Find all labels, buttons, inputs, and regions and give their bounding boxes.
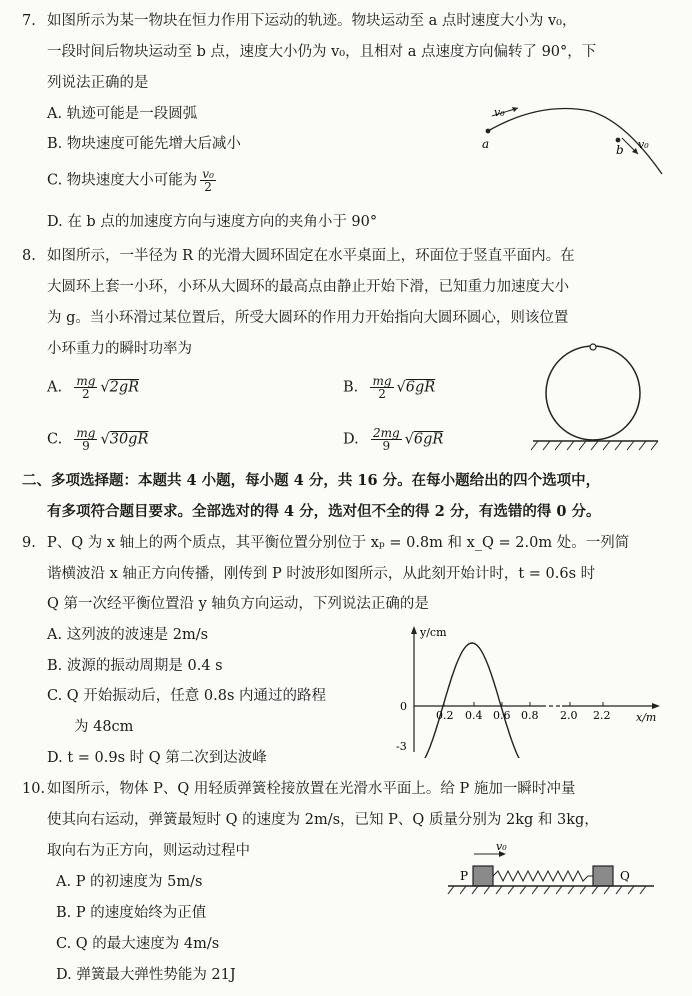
sqrt-expression: √2gR <box>100 379 140 396</box>
radicand: 2gR <box>109 379 140 396</box>
sqrt-expression: √30gR <box>100 431 149 448</box>
tick-label-2-2: 2.2 <box>593 709 611 722</box>
table-hatching <box>531 441 658 450</box>
fraction-denominator: 2 <box>378 387 386 401</box>
fraction-denominator: 2 <box>204 180 212 194</box>
question-9-number: 9. <box>22 535 36 551</box>
hoop-figure <box>528 340 663 458</box>
question-9-line-1: P、Q 为 x 轴上的两个质点，其平衡位置分别位于 xₚ = 0.8m 和 x_Q = 2.0m 处。一列简 <box>47 535 630 551</box>
question-10-option-b: B. P 的速度始终为正值 <box>56 905 207 921</box>
question-8-option-a <box>47 375 139 400</box>
question-7-line-1: 如图所示为某一物块在恒力作用下运动的轨迹。物块运动至 a 点时速度大小为 v₀， <box>47 13 577 29</box>
section-2-header-line-2: 有多项符合题目要求。全部选对的得 4 分，选对但不全的得 2 分，有选错的得 0 分。 <box>47 503 601 520</box>
y-neg-label: -3 <box>396 740 407 753</box>
fraction-numerator: mg <box>76 374 96 388</box>
point-a <box>486 129 491 134</box>
fraction-numerator: mg <box>372 374 392 388</box>
question-7-line-3: 列说法正确的是 <box>47 75 149 91</box>
x-axis-arrow <box>652 703 660 709</box>
label-v0-b: v₀ <box>638 138 649 151</box>
option-fraction <box>74 375 97 400</box>
y-axis-label: y/cm <box>420 626 447 639</box>
ground-hatching <box>448 886 646 894</box>
label-a: a <box>482 137 490 151</box>
tick-label-0-4: 0.4 <box>465 709 483 722</box>
question-9-line-2: 谐横波沿 x 轴正方向传播，刚传到 P 时波形如图所示，从此刻开始计时，t = 0.6s 时 <box>47 566 596 582</box>
block-q <box>593 866 613 886</box>
question-10-option-c: C. Q 的最大速度为 4m/s <box>56 936 220 952</box>
tick-label-0-6: 0.6 <box>493 709 511 722</box>
question-7-option-c-fraction <box>200 168 216 193</box>
fraction-denominator: 9 <box>382 439 391 453</box>
question-8-line-1: 如图所示，一半径为 R 的光滑大圆环固定在水平桌面上，环面位于竖直平面内。在 <box>47 248 575 264</box>
point-b <box>616 138 621 143</box>
question-7-option-c <box>47 168 219 193</box>
question-8-option-b <box>343 375 435 400</box>
label-v0: v₀ <box>496 840 507 853</box>
question-9-option-c-line-1: C. Q 开始振动后，任意 0.8s 内通过的路程 <box>47 688 327 704</box>
wave-graph <box>392 620 668 758</box>
origin-label: 0 <box>400 700 407 713</box>
question-9-option-d: D. t = 0.9s 时 Q 第二次到达波峰 <box>47 750 267 766</box>
option-fraction <box>74 427 97 452</box>
option-label: A. <box>47 379 63 396</box>
tick-label-0-2: 0.2 <box>436 709 454 722</box>
question-7-option-c-text: C. 物块速度大小可能为 <box>47 172 198 189</box>
option-fraction <box>371 427 402 452</box>
question-9-option-b: B. 波源的振动周期是 0.4 s <box>47 658 223 674</box>
y-axis-arrow <box>411 626 417 634</box>
option-fraction <box>370 375 393 400</box>
question-7-option-a: A. 轨迹可能是一段圆弧 <box>47 106 198 122</box>
waveform-curve <box>414 643 530 758</box>
fraction-denominator: 9 <box>82 439 90 453</box>
trajectory-curve <box>488 109 662 175</box>
question-10-line-1: 如图所示，物体 P、Q 用轻质弹簧栓接放置在光滑水平面上。给 P 施加一瞬时冲量 <box>47 781 576 797</box>
label-p: P <box>460 869 469 883</box>
fraction-denominator: 2 <box>82 387 90 401</box>
x-axis-label: x/m <box>636 711 657 724</box>
tick-label-2-0: 2.0 <box>560 709 578 722</box>
tick-label-0-8: 0.8 <box>521 709 539 722</box>
radicand: 6gR <box>413 431 444 448</box>
trajectory-figure <box>470 96 675 180</box>
option-label: B. <box>343 379 359 396</box>
small-ring <box>590 344 596 350</box>
question-8-line-4: 小环重力的瞬时功率为 <box>47 341 192 357</box>
question-9-option-c-line-2: 为 48cm <box>74 719 134 735</box>
question-10-line-3: 取向右为正方向，则运动过程中 <box>47 843 250 859</box>
question-7-number: 7. <box>22 13 36 29</box>
question-9-option-a: A. 这列波的波速是 2m/s <box>47 627 209 643</box>
question-8-option-d <box>343 427 443 452</box>
section-2-header-line-1: 二、多项选择题：本题共 4 小题，每小题 4 分，共 16 分。在每小题给出的四个选项中， <box>22 472 601 489</box>
sqrt-expression: √6gR <box>396 379 436 396</box>
sqrt-expression: √6gR <box>404 431 444 448</box>
radicand: 6gR <box>405 379 436 396</box>
question-10-line-2: 使其向右运动，弹簧最短时 Q 的速度为 2m/s，已知 P、Q 质量分别为 2kg 和 3kg， <box>47 812 599 828</box>
large-hoop <box>546 346 640 440</box>
block-p <box>473 866 493 886</box>
label-q: Q <box>620 869 630 883</box>
label-v0-a: v₀ <box>494 106 505 119</box>
question-8-option-c <box>47 427 148 452</box>
question-8-number: 8. <box>22 248 36 264</box>
spring <box>493 871 593 881</box>
question-7-option-b: B. 物块速度可能先增大后减小 <box>47 136 241 152</box>
fraction-numerator: mg <box>76 426 96 440</box>
fraction-numerator: v₀ <box>202 167 214 181</box>
question-10-option-d: D. 弹簧最大弹性势能为 21J <box>56 967 236 983</box>
fraction-numerator: 2mg <box>372 426 400 440</box>
question-7-option-d: D. 在 b 点的加速度方向与速度方向的夹角小于 90° <box>47 214 378 230</box>
option-label: C. <box>47 431 63 448</box>
question-8-line-2: 大圆环上套一小环，小环从大圆环的最高点由静止开始下滑，已知重力加速度大小 <box>47 279 569 295</box>
option-label: D. <box>343 431 359 448</box>
question-10-option-a: A. P 的初速度为 5m/s <box>56 874 203 890</box>
radicand: 30gR <box>109 431 149 448</box>
question-9-line-3: Q 第一次经平衡位置沿 y 轴负方向运动，下列说法正确的是 <box>47 596 429 612</box>
question-10-number: 10. <box>22 781 46 797</box>
question-8-line-3: 为 g。当小环滑过某位置后，所受大圆环的作用力开始指向大圆环圆心，则该位置 <box>47 310 569 326</box>
question-7-line-2: 一段时间后物块运动至 b 点，速度大小仍为 v₀，且相对 a 点速度方向偏转了 90°，下 <box>47 44 597 60</box>
spring-system-figure <box>440 838 660 900</box>
label-b: b <box>616 143 624 157</box>
